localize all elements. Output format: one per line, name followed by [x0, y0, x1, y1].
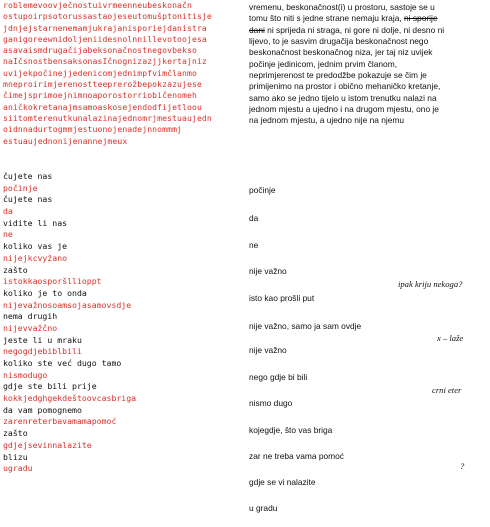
- merged-answer-line: nijevvažčno: [3, 322, 58, 333]
- prose-line: [249, 36, 489, 47]
- answer-line: u gradu: [249, 503, 278, 513]
- merged-line: siitomterenutkunalazinajednomrjmestuaujedn: [3, 112, 212, 123]
- merged-answer-line: istokkaosporšllioppt: [3, 276, 102, 287]
- prose-text: počinje jedinicom, jednim prvim članom,: [249, 58, 398, 69]
- answer-line: nego gdje bi bili: [249, 372, 308, 382]
- prose-line: [249, 81, 489, 92]
- prose-text: samo ako se jedno tijelo u istom trenutku nalazi na: [249, 92, 437, 103]
- answer-line: kojegdje, što vas briga: [249, 425, 333, 435]
- merged-line: roblemevoovječnostuivrmeenneubeskonačn: [3, 0, 192, 10]
- prose-line: [249, 70, 489, 81]
- prose-text: lijevo, to je sasvim drugačija beskonačnost nego: [249, 36, 429, 47]
- merged-answer-line: počinje: [3, 182, 38, 193]
- prose-line: [249, 93, 489, 104]
- merged-answer-line: zarenreterbavamamapomoć: [3, 416, 117, 427]
- struck-text: ni sporije: [404, 13, 438, 24]
- margin-note: ?: [460, 461, 465, 471]
- prose-line: [249, 2, 489, 13]
- merged-answer-line: negogdjebiblbili: [3, 346, 82, 357]
- merged-answer-line: kokkjedghgekdeštoovcasbriga: [3, 393, 137, 404]
- merged-line: ostupoirpsotorussastaojeseutomušptonitisje: [3, 11, 212, 22]
- margin-note: crni eter: [432, 385, 462, 395]
- question-line: čujete nas: [3, 171, 53, 181]
- question-line: nema drugih: [3, 311, 58, 322]
- answer-line: nismo dugo: [249, 398, 293, 408]
- margin-note: ipak kriju nekoga?: [398, 279, 463, 289]
- prose-text: ni sprijeda ni straga, ni gore ni dolje, ni desno ni: [264, 24, 445, 35]
- answer-line: ne: [249, 240, 259, 250]
- answer-line: zar ne treba vama pomoć: [249, 451, 344, 461]
- question-line: da vam pomognemo: [3, 404, 82, 415]
- prose-text: primijenimo na prostor i obično mehaničko kretanje,: [249, 81, 441, 92]
- prose-text: neprimjerenost te predodžbe pokazuje se čim je: [249, 70, 427, 81]
- merged-line: asavaismdrugačijabeksonačnostnegovbekso: [3, 45, 197, 56]
- prose-line: [249, 115, 489, 126]
- question-line: koliko ste već dugo tamo: [3, 358, 122, 368]
- answer-line: nije važno, samo ja sam ovdje: [249, 321, 362, 331]
- prose-text: vremenu, beskonačnost(i) u prostoru, sastoje se u: [249, 2, 435, 12]
- question-line: blizu: [3, 451, 28, 462]
- merged-answer-line: ugradu: [3, 463, 33, 474]
- merged-answer-line: ne: [3, 229, 13, 240]
- prose-text: jednom mjestu a ujedno i na drugom mjestu, ono je: [249, 104, 439, 115]
- prose-paragraph: [249, 2, 489, 127]
- prose-line: [249, 25, 489, 36]
- question-line: koliko vas je: [3, 241, 68, 252]
- question-line: koliko je to onda: [3, 287, 87, 298]
- prose-line: [249, 104, 489, 115]
- prose-line: [249, 47, 489, 58]
- merged-answer-line: nismodugo: [3, 369, 48, 380]
- question-line: čujete nas: [3, 194, 53, 205]
- question-line: gdje ste bili prije: [3, 381, 97, 392]
- answer-line: počinje: [249, 185, 276, 195]
- merged-line: ganigoreewnidoljeniidesnolnnillevotoojesa: [3, 33, 207, 44]
- question-line: jeste li u mraku: [3, 334, 82, 345]
- merged-answer-line: nijevažnosoamsojasamovsdje: [3, 299, 132, 310]
- margin-note: x – laže: [437, 333, 464, 343]
- merged-line: čimejsprimoejnimnoaporostorriobičenomeh: [3, 90, 197, 101]
- question-line: vidite li nas: [3, 217, 68, 228]
- prose-text: beskonačnost beskonačnog niza, jer taj niz uvijek: [249, 47, 433, 58]
- merged-line: oidnnadurtogmmjestuonojenadejnnommmj: [3, 124, 183, 135]
- answer-line: nije važno: [249, 345, 287, 355]
- merged-line: uvijekpočinejjedenicomjednimpfvimčlanmo: [3, 67, 197, 78]
- merged-answer-line: nijejkcvyžano: [3, 252, 68, 263]
- merged-line: naIčsnostbensaksonasIčnognizazjjkertajniz: [3, 56, 207, 67]
- merged-line: mneproirimjerenostteeprerožbepokzazujese: [3, 79, 202, 90]
- merged-line: aničkokretanajmsamoaskosejendodfijetloou: [3, 101, 202, 112]
- merged-answer-line: da: [3, 206, 13, 217]
- answer-line: isto kao prošli put: [249, 293, 315, 303]
- answer-line: gdje se vi nalazite: [249, 477, 316, 487]
- answer-line: da: [249, 213, 259, 223]
- merged-answer-line: gdjejsevinnalazite: [3, 439, 92, 450]
- prose-line: [249, 59, 489, 70]
- prose-line: [249, 13, 489, 24]
- answer-line: nije važno: [249, 266, 287, 276]
- prose-text: tomu što niti s jedne strane nemaju kraja,: [249, 13, 405, 24]
- question-line: zašto: [3, 264, 28, 275]
- question-line: zašto: [3, 428, 28, 439]
- merged-text-block: [3, 0, 225, 147]
- merged-line: estuaujednonijenannejmeux: [3, 135, 128, 146]
- prose-text: na jednom mjestu, a ujedno nije na njemu: [249, 115, 405, 126]
- struck-text: dani: [249, 24, 265, 35]
- dialog-left-column: [3, 171, 223, 475]
- merged-line: jdnjejstarnenemamjukrajanisporiejdanistra: [3, 22, 207, 33]
